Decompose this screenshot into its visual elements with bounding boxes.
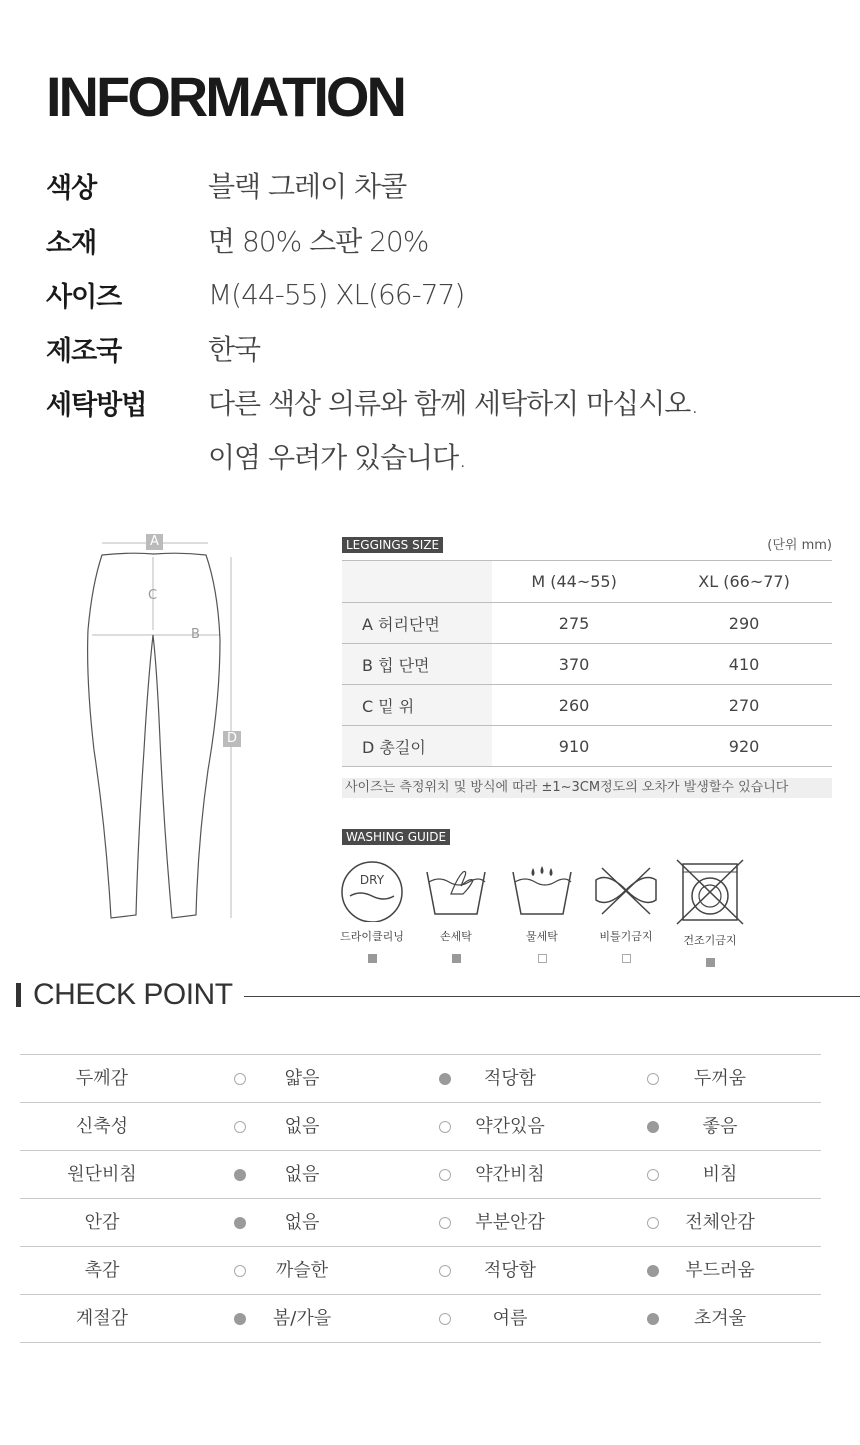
table-header-cell: XL (66~77) [656,561,832,603]
option-label: 적당함 [483,1068,537,1089]
wash-checkbox [538,954,547,963]
machine-wash-icon [507,858,577,922]
wash-checkbox [452,954,461,963]
option-label: 전체안감 [685,1212,755,1233]
radio-option [647,1217,659,1229]
leggings-outline-icon [80,530,250,930]
table-header-cell: M (44~55) [492,561,656,603]
table-cell: 270 [656,685,832,726]
option-label: 여름 [492,1308,528,1329]
option-label: 초겨울 [693,1308,747,1329]
option-label: 약간비침 [475,1164,545,1185]
table-header-row [342,561,832,603]
checkpoint-label: 계절감 [75,1308,129,1329]
radio-option [647,1313,659,1325]
size-note: 사이즈는 측정위치 및 방식에 따라 ±1~3CM정도의 오차가 발생할수 있습니다 [342,778,832,798]
option-label: 비침 [702,1164,738,1185]
option-label: 적당함 [483,1260,537,1281]
table-row [342,644,832,685]
wash-checkbox [706,958,715,967]
option-label: 없음 [284,1212,320,1233]
checkpoint-row [20,1295,821,1343]
checkpoint-bar [16,983,21,1007]
checkpoint-label: 안감 [84,1212,120,1233]
wash-label: 드라이클리닝 [340,930,404,943]
info-label: 제조국 [46,335,122,367]
table-row [342,726,832,767]
dry-text: DRY [359,873,385,887]
wash-checkbox [368,954,377,963]
radio-option [647,1121,659,1133]
table-cell: 260 [492,685,656,726]
wash-label: 물세탁 [526,930,558,943]
option-label: 부분안감 [475,1212,545,1233]
figure-label-b: B [191,627,200,642]
radio-option [647,1169,659,1181]
table-cell: 290 [656,603,832,644]
size-table [342,560,832,767]
wash-label: 손세탁 [440,930,472,943]
no-wring-icon [588,858,664,922]
checkpoint-row [20,1151,821,1199]
table-row-label: A 허리단면 [342,603,492,644]
info-row-color [46,165,406,205]
dry-clean-icon [340,858,404,922]
info-label: 소재 [46,227,97,259]
table-row-label: C 밑 위 [342,685,492,726]
wash-label: 비틀기금지 [599,930,653,943]
size-table-tag: LEGGINGS SIZE [342,537,443,553]
info-label: 색상 [46,172,97,204]
info-value: 한국 [208,333,261,366]
option-label: 없음 [284,1164,320,1185]
wash-item-no-wring [584,858,668,963]
checkpoint-divider [244,996,860,997]
option-label: 까슬한 [275,1260,329,1281]
info-value: 면 80% 스판 20% [208,225,429,258]
info-value: 블랙 그레이 차콜 [208,170,407,203]
checkpoint-row [20,1247,821,1295]
option-label: 얇음 [284,1068,320,1089]
wash-item-dry-clean [330,858,414,963]
checkpoint-table [20,1054,821,1343]
info-label: 세탁방법 [46,389,147,421]
option-label: 좋음 [702,1116,738,1137]
option-label: 약간있음 [475,1116,545,1137]
radio-option [647,1073,659,1085]
checkpoint-label: 촉감 [84,1260,120,1281]
wash-item-hand-wash [414,858,498,963]
checkpoint-label: 두께감 [75,1068,129,1089]
info-value: 다른 색상 의류와 함께 세탁하지 마십시오. [208,387,699,420]
option-label: 부드러움 [685,1260,755,1281]
table-header-cell [342,561,492,603]
page-title: INFORMATION [46,65,404,128]
option-label: 봄/가을 [272,1308,332,1329]
info-row-material [46,220,428,260]
checkpoint-row [20,1055,821,1103]
table-cell: 910 [492,726,656,767]
figure-label-d: D [223,731,241,747]
table-cell: 920 [656,726,832,767]
wash-item-no-dryer [668,858,752,967]
info-row-washing [46,382,698,422]
info-value: 이염 우려가 있습니다. [208,441,467,474]
checkpoint-title: CHECK POINT [33,978,233,1011]
table-row [342,603,832,644]
table-row-label: D 총길이 [342,726,492,767]
table-cell: 275 [492,603,656,644]
table-row-label: B 힙 단면 [342,644,492,685]
table-row [342,685,832,726]
table-cell: 370 [492,644,656,685]
figure-label-c: C [148,588,158,603]
no-tumble-dry-icon [675,858,745,926]
checkpoint-row [20,1103,821,1151]
info-row-origin [46,328,260,368]
checkpoint-row [20,1199,821,1247]
radio-option [647,1265,659,1277]
info-value: M(44-55) XL(66-77) [208,277,465,311]
checkpoint-label: 신축성 [75,1116,129,1137]
wash-label: 건조기금지 [683,934,737,947]
leggings-diagram [80,530,250,930]
hand-wash-icon [421,858,491,922]
info-row-size [46,274,464,314]
wash-item-water-wash [500,858,584,963]
info-label: 사이즈 [46,281,122,313]
info-row-washing-cont [208,436,466,476]
figure-label-a: A [146,534,163,550]
option-label: 없음 [284,1116,320,1137]
table-cell: 410 [656,644,832,685]
size-unit: (단위 mm) [767,538,832,553]
checkpoint-label: 원단비침 [67,1164,137,1185]
wash-checkbox [622,954,631,963]
option-label: 두꺼움 [693,1068,747,1089]
washing-guide-tag: WASHING GUIDE [342,829,450,845]
